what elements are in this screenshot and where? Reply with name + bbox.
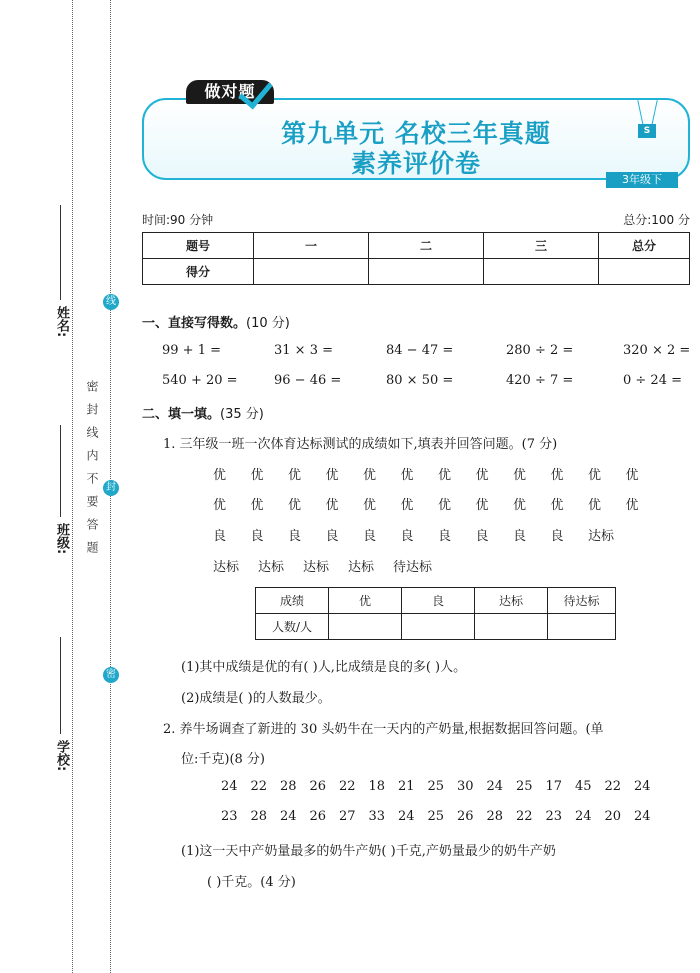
section2-points: (35 分) (220, 407, 264, 422)
calc-item: 320 × 2 = (623, 343, 691, 358)
bind-mark-feng: 封 (103, 480, 119, 496)
calc-item: 0 ÷ 24 = (623, 373, 682, 388)
milk-value: 27 (339, 809, 356, 824)
grade-item: 良 (363, 529, 377, 544)
section1-heading (142, 312, 290, 331)
score-header-cell: 一 (254, 233, 369, 259)
score-header-cell: 题号 (143, 233, 254, 259)
grade-item: 达标 (213, 560, 240, 575)
grade-item: 达标 (588, 529, 615, 544)
milk-value: 25 (427, 809, 445, 824)
grade-item: 良 (288, 529, 302, 544)
grade-row-3 (213, 525, 614, 544)
tally-header-cell: 良 (402, 588, 475, 614)
tally-answer-cell[interactable] (329, 614, 402, 640)
milk-data-row-1 (221, 779, 651, 794)
grade-item: 优 (250, 498, 264, 513)
calc-item: 80 × 50 = (386, 373, 454, 388)
question-1-text: 1. 三年级一班一次体育达标测试的成绩如下,填表并回答问题。(7 分) (163, 437, 558, 452)
tally-answer-cell[interactable] (548, 614, 616, 640)
milk-value: 45 (575, 779, 592, 794)
calc-item: 31 × 3 = (274, 343, 333, 358)
milk-value: 24 (221, 779, 238, 794)
grade-item: 优 (475, 468, 489, 483)
milk-value: 26 (309, 779, 327, 794)
school-label: 学校: (54, 740, 69, 772)
milk-value: 22 (604, 779, 622, 794)
exam-total: 总分:100 分 (623, 213, 690, 227)
grade-row-4 (213, 556, 432, 575)
grade-item: 优 (588, 468, 602, 483)
grade-item: 优 (325, 468, 339, 483)
tally-table (255, 587, 616, 640)
grade-item: 达标 (348, 560, 375, 575)
page-title-line1: 第九单元 名校三年真题 (281, 119, 551, 148)
question-1-sub1: (1)其中成绩是优的有( )人,比成绩是良的多( )人。 (181, 660, 467, 675)
grade-item: 达标 (258, 560, 285, 575)
tally-header-cell: 待达标 (548, 588, 616, 614)
class-field[interactable] (60, 425, 61, 517)
grade-item: 优 (588, 498, 602, 513)
grade-item: 达标 (303, 560, 330, 575)
tally-header-cell: 优 (329, 588, 402, 614)
bind-mark-xian: 线 (103, 294, 119, 310)
grade-item: 优 (250, 468, 264, 483)
calc-item: 420 ÷ 7 = (506, 373, 574, 388)
grade-item: 优 (363, 468, 377, 483)
grade-item: 良 (438, 529, 452, 544)
milk-value: 23 (545, 809, 563, 824)
grade-item: 优 (438, 468, 452, 483)
question-2-sub1-line2: ( )千克。(4 分) (207, 875, 296, 890)
question-2-sub1-line1: (1)这一天中产奶量最多的奶牛产奶( )千克,产奶量最少的奶牛产奶 (181, 844, 556, 859)
tally-header-cell: 成绩 (256, 588, 329, 614)
milk-value: 28 (250, 809, 268, 824)
grade-badge: 3年级下 (606, 172, 678, 188)
class-label: 班级: (54, 523, 69, 555)
milk-value: 24 (280, 809, 297, 824)
milk-value: 28 (280, 779, 297, 794)
question-2-text-line1: 2. 养牛场调查了新进的 30 头奶牛在一天内的产奶量,根据数据回答问题。(单 (163, 722, 604, 737)
calc-item: 280 ÷ 2 = (506, 343, 574, 358)
milk-value: 23 (221, 809, 238, 824)
binding-dotted-line-outer (72, 0, 73, 973)
grade-item: 优 (438, 498, 452, 513)
calc-item: 540 + 20 = (162, 373, 238, 388)
grade-item: 良 (213, 529, 227, 544)
milk-value: 24 (575, 809, 592, 824)
grade-item: 优 (625, 498, 639, 513)
score-row-label: 得分 (143, 259, 254, 285)
milk-value: 28 (486, 809, 504, 824)
calc-item: 84 − 47 = (386, 343, 454, 358)
milk-value: 24 (634, 809, 651, 824)
section2-heading (142, 403, 264, 422)
grade-item: 优 (288, 468, 302, 483)
milk-value: 30 (457, 779, 474, 794)
grade-item: 良 (400, 529, 414, 544)
page-title-line2: 素养评价卷 (350, 149, 481, 178)
grade-item: 良 (475, 529, 489, 544)
grade-item: 良 (250, 529, 264, 544)
medal-icon: S (638, 124, 656, 138)
milk-value: 25 (427, 779, 445, 794)
calc-item: 96 − 46 = (274, 373, 342, 388)
name-field[interactable] (60, 205, 61, 300)
tally-answer-cell[interactable] (402, 614, 475, 640)
milk-value: 20 (604, 809, 622, 824)
section1-points: (10 分) (246, 316, 290, 331)
grade-item: 优 (400, 468, 414, 483)
grade-item: 优 (325, 498, 339, 513)
milk-value: 24 (634, 779, 651, 794)
exam-time: 时间:90 分钟 (142, 213, 214, 227)
milk-value: 24 (486, 779, 504, 794)
score-cell[interactable] (254, 259, 369, 285)
milk-value: 22 (250, 779, 268, 794)
milk-data-row-2 (221, 809, 651, 824)
grade-row-2 (213, 494, 639, 513)
banner-tab: 做对题 (186, 80, 274, 104)
section1-title: 一、直接写得数。 (142, 316, 247, 331)
grade-item: 优 (550, 468, 564, 483)
score-cell[interactable] (369, 259, 484, 285)
grade-item: 优 (550, 498, 564, 513)
milk-value: 18 (368, 779, 386, 794)
score-header-cell: 总分 (599, 233, 690, 259)
milk-value: 22 (339, 779, 356, 794)
milk-value: 22 (516, 809, 533, 824)
question-2-text-line2: 位:千克)(8 分) (181, 752, 265, 767)
milk-value: 33 (368, 809, 386, 824)
grade-item: 优 (475, 498, 489, 513)
table-row (143, 259, 690, 285)
grade-item: 优 (213, 468, 227, 483)
milk-value: 25 (516, 779, 533, 794)
school-field[interactable] (60, 637, 61, 734)
grade-item: 优 (513, 468, 527, 483)
score-table (142, 232, 690, 285)
table-row (143, 233, 690, 259)
score-cell[interactable] (484, 259, 599, 285)
section2-title: 二、填一填。 (142, 407, 221, 422)
milk-value: 26 (309, 809, 327, 824)
grade-item: 优 (625, 468, 639, 483)
table-row (256, 588, 616, 614)
score-header-cell: 三 (484, 233, 599, 259)
score-cell[interactable] (599, 259, 690, 285)
grade-item: 良 (513, 529, 527, 544)
grade-item: 良 (325, 529, 339, 544)
milk-value: 21 (398, 779, 415, 794)
grade-item: 优 (288, 498, 302, 513)
milk-value: 24 (398, 809, 415, 824)
name-label: 姓名: (54, 306, 69, 338)
grade-item: 优 (213, 498, 227, 513)
grade-item: 优 (363, 498, 377, 513)
milk-value: 17 (545, 779, 563, 794)
grade-row-1 (213, 464, 639, 483)
binding-note: 密封线内不要答题 (85, 380, 99, 564)
tally-header-cell: 达标 (475, 588, 548, 614)
tally-row-label: 人数/人 (256, 614, 329, 640)
question-1-sub2: (2)成绩是( )的人数最少。 (181, 691, 331, 706)
grade-item: 优 (400, 498, 414, 513)
grade-item: 优 (513, 498, 527, 513)
grade-item: 良 (550, 529, 564, 544)
bind-mark-mi: 密 (103, 667, 119, 683)
score-header-cell: 二 (369, 233, 484, 259)
tally-answer-cell[interactable] (475, 614, 548, 640)
grade-item: 待达标 (393, 560, 433, 575)
table-row (256, 614, 616, 640)
calc-item: 99 + 1 = (162, 343, 221, 358)
milk-value: 26 (457, 809, 474, 824)
